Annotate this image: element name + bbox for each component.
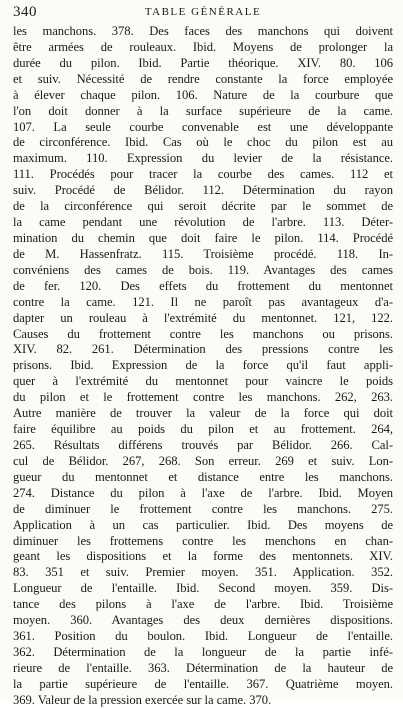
text-line: 83. 351 et suiv. Premier moyen. 351. Application. 352. [13,565,393,580]
text-line: XIV. 82. 261. Détermination des pressions contre les [13,342,393,357]
text-line: et suiv. Nécessité de rendre constante la force employée [13,71,393,86]
text-line: tance des pilons à l'axe de l'arbre. Ibid. Troisième [13,597,393,612]
text-line: être armées de rouleaux. Ibid. Moyens de prolonger la [13,39,393,54]
text-line: prisons. Ibid. Expression de la force qu'il faut appli- [13,358,393,373]
text-line: du pilon et le frottement contre les manchons. 262, 263. [13,390,393,405]
text-line: suiv. Procédé de Bélidor. 112. Détermination du rayon [13,183,393,198]
text-line: de M. Hassenfratz. 115. Troisième procédé. 118. In- [13,246,393,261]
text-line: 274. Distance du pilon à l'axe de l'arbre. Ibid. Moyen [13,485,393,500]
text-line: les manchons. 378. Des faces des manchons qui doivent [13,24,393,38]
page-number: 340 [13,4,37,20]
text-line: de circonférence. Ibid. Cas où le choc du pilon est au [13,135,393,150]
text-line: l'on doit donner à la surface supérieure de la came. [13,103,393,118]
text-line: mination du chemin que doit faire le pilon. 114. Procédé [13,230,393,245]
text-line: de fer. 120. Des effets du frottement du mentonnet [13,278,393,293]
text-line: diminuer les frottemens contre les menchons en chan- [13,533,393,548]
text-line: 362. Détermination de la longueur de la partie infé- [13,644,393,659]
text-line: 107. La seule courbe convenable est une développante [13,119,393,134]
text-line: durée du pilon. Ibid. Partie théorique. XIV. 80. 106 [13,55,393,70]
text-line: faire équilibre au poids du pilon et au frottement. 264, [13,422,393,437]
index-entry-text [13,24,393,709]
text-line: 369. Valeur de la pression exercée sur la came. 370. [13,692,272,707]
text-line: la partie supérieure de l'entaille. 367. Quatrième moyen. [13,676,393,691]
running-title: TABLE GÉNÉRALE [144,6,262,18]
text-line: maximum. 110. Expression du levier de la résistance. [13,151,393,166]
text-line: Causes du frottement contre les manchons ou prisons. [13,326,393,341]
text-line: quer à l'extrémité du mentonnet pour vaincre le poids [13,374,393,389]
text-line: rieure de l'entaille. 363. Détermination de la hauteur de [13,660,393,675]
text-line: 265. Résultats différens trouvés par Bélidor. 266. Cal- [13,437,393,452]
text-line: à élever chaque pilon. 106. Nature de la courbure que [13,87,393,102]
text-line: 361. Position du boulon. Ibid. Longueur de l'entaille. [13,629,393,644]
text-line: convéniens des cames de bois. 119. Avantages des cames [13,262,393,277]
text-line: Autre manière de trouver la valeur de la force qui doit [13,406,393,421]
text-line: gueur du mentonnet et distance entre les manchons. [13,469,393,484]
text-line: 111. Procédés pour tracer la courbe des cames. 112 et [13,167,393,182]
text-line: dapter un rouleau à l'extrémité du mentonnet. 121, 122. [13,310,393,325]
text-line: de la circonférence qui seroit décrite par le sommet de [13,199,393,214]
text-line: la came pendant une révolution de l'arbre. 113. Déter- [13,215,393,230]
text-line: cul de Bélidor. 267, 268. Son erreur. 269 et suiv. Lon- [13,453,393,468]
text-line: de diminuer le frottement contre les manchons. 275. [13,501,393,516]
text-line: geant les dispositions et la forme des mentonnets. XIV. [13,549,393,564]
text-line: Longueur de l'entaille. Ibid. Second moyen. 359. Dis- [13,581,393,596]
text-line: moyen. 360. Avantages des deux dernières dispositions. [13,613,393,628]
running-head [13,4,393,26]
text-line: Application à un cas particulier. Ibid. Des moyens de [13,517,393,532]
text-line: contre la came. 121. Il ne paroît pas avantageux d'a- [13,294,393,309]
